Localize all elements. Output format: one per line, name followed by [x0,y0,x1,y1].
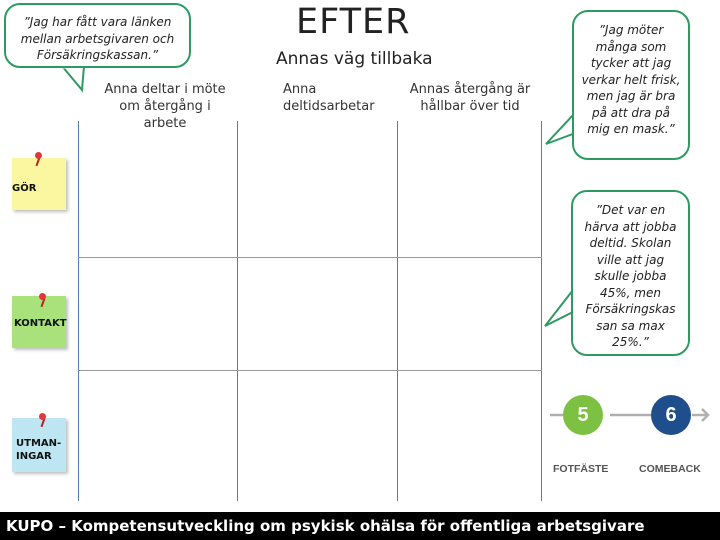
column-divider [237,121,238,501]
row-label-gor: GÖR [12,183,37,194]
column-divider [78,121,79,501]
row-divider [78,370,542,371]
quote-bubble-top-right [572,10,690,160]
column-divider [541,121,542,501]
row-label-utmaningar: UTMAN- INGAR [16,438,62,462]
row-label-kontakt: KONTAKT [14,318,67,329]
column-heading-3: Annas återgång är hållbar över tid [409,82,531,114]
quote-bubble-mid-right [571,190,690,356]
column-divider [397,121,398,501]
step-5-circle: 5 [563,395,603,435]
pin-icon [39,293,46,300]
quote-bubble-top-left [4,3,191,68]
step-6-label: COMEBACK [639,463,701,475]
step-6-circle: 6 [651,395,691,435]
footer-text: KUPO – Kompetensutveckling om psykisk ohälsa för offentliga arbetsgivare [6,517,645,535]
step-5-label: FOTFÄSTE [553,463,609,475]
quote-text: ”Jag möter många som tycker att jag verkar helt frisk, men jag är bra på att dra på mig en mask.” [581,23,681,136]
pin-icon [35,152,42,159]
footer-bar [0,512,720,540]
pin-icon [39,413,46,420]
quote-text: ”Jag har fått vara länken mellan arbetsgivaren och Försäkringskassan.” [20,15,175,62]
slide-title: EFTER [296,2,411,42]
column-heading-1: Anna deltar i möte om återgång i arbete [104,82,226,131]
row-divider [78,257,542,258]
speech-bubble-tail [60,64,90,94]
slide-subtitle: Annas väg tillbaka [276,49,433,69]
quote-text: ”Det var en härva att jobba deltid. Skolan ville att jag skulle jobba 45%, men Försäkringskas san sa max 25%.” [584,203,677,349]
column-heading-2: Anna deltidsarbetar [283,82,375,114]
